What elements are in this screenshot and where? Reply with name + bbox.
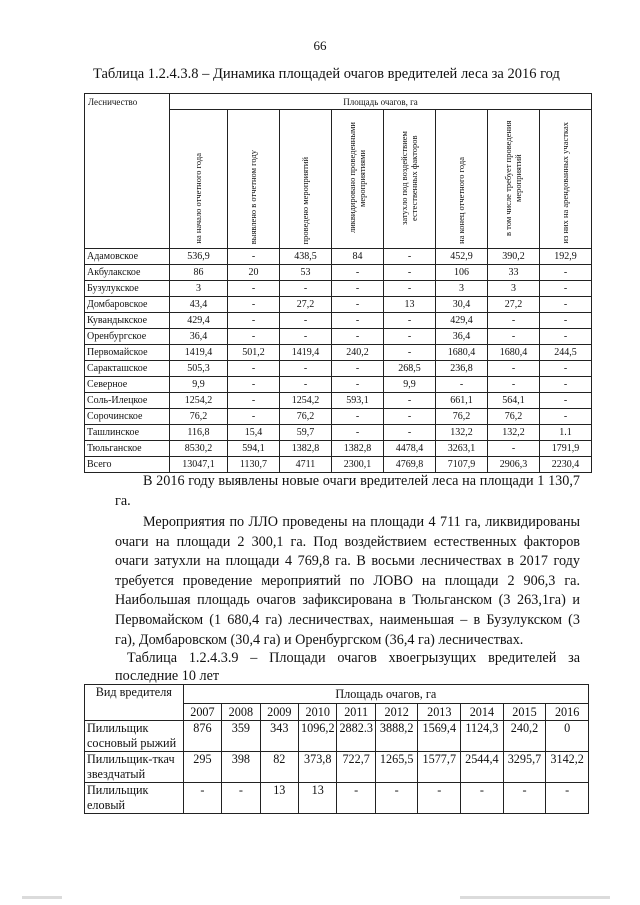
area-value-cell: 1419,4	[280, 345, 332, 361]
area-value-cell: 390,2	[488, 249, 540, 265]
area-value-cell: 594,1	[228, 441, 280, 457]
area-value-cell: 132,2	[436, 425, 488, 441]
area-value-cell: 1265,5	[375, 752, 418, 783]
table-row	[85, 783, 589, 814]
area-value-cell: 3888,2	[375, 721, 418, 752]
area-value-cell: 1419,4	[170, 345, 228, 361]
area-value-cell: -	[228, 297, 280, 313]
area-value-cell: -	[384, 265, 436, 281]
area-value-cell: 9,9	[384, 377, 436, 393]
area-value-cell: -	[384, 425, 436, 441]
area-value-cell: -	[540, 297, 592, 313]
table-row	[85, 297, 592, 313]
area-value-cell: 82	[260, 752, 298, 783]
year-header: 2012	[375, 704, 418, 721]
table1-caption: Таблица 1.2.4.3.8 – Динамика площадей очагов вредителей леса за 2016 год	[93, 66, 560, 82]
forestry-name-cell: Первомайское	[85, 345, 170, 361]
area-value-cell: -	[488, 329, 540, 345]
area-value-cell: 13	[384, 297, 436, 313]
area-value-cell: 240,2	[332, 345, 384, 361]
table-row	[85, 425, 592, 441]
year-header: 2009	[260, 704, 298, 721]
area-value-cell: 9,9	[170, 377, 228, 393]
col-header-area: Площадь очагов, га	[170, 94, 592, 110]
area-value-cell: 1569,4	[418, 721, 461, 752]
area-value-cell: 76,2	[280, 409, 332, 425]
year-header: 2011	[337, 704, 375, 721]
area-value-cell: 295	[183, 752, 221, 783]
area-value-cell: 106	[436, 265, 488, 281]
forestry-name-cell: Акбулакское	[85, 265, 170, 281]
area-value-cell: 501,2	[228, 345, 280, 361]
area-value-cell: -	[384, 313, 436, 329]
pest-name-cell: Пилильщик-ткач звездчатый	[85, 752, 184, 783]
table2-caption: Таблица 1.2.4.3.9 – Площади очагов хвоегрызущих вредителей за последние 10 лет	[115, 650, 580, 684]
area-value-cell: -	[540, 281, 592, 297]
area-value-cell: -	[384, 281, 436, 297]
area-value-cell: -	[503, 783, 546, 814]
area-value-cell: 27,2	[488, 297, 540, 313]
area-value-cell: 1096,2	[299, 721, 337, 752]
area-value-cell: 86	[170, 265, 228, 281]
year-header: 2010	[299, 704, 337, 721]
area-value-cell: -	[222, 783, 260, 814]
area-value-cell: 76,2	[436, 409, 488, 425]
table-row	[85, 721, 589, 752]
area-value-cell: -	[418, 783, 461, 814]
area-value-cell: -	[337, 783, 375, 814]
area-value-cell: 15,4	[228, 425, 280, 441]
area-value-cell: 4478,4	[384, 441, 436, 457]
year-header: 2013	[418, 704, 461, 721]
area-value-cell: 1124,3	[461, 721, 504, 752]
col-header: в том числе требует проведения мероприятий	[488, 110, 540, 249]
area-value-cell: -	[540, 377, 592, 393]
area-value-cell: 3	[170, 281, 228, 297]
area-value-cell: -	[228, 409, 280, 425]
forestry-name-cell: Ташлинское	[85, 425, 170, 441]
area-value-cell: -	[540, 265, 592, 281]
area-value-cell: 30,4	[436, 297, 488, 313]
area-value-cell: 13	[299, 783, 337, 814]
area-value-cell: -	[488, 441, 540, 457]
forestry-name-cell: Северное	[85, 377, 170, 393]
area-value-cell: 20	[228, 265, 280, 281]
forestry-name-cell: Кувандыкское	[85, 313, 170, 329]
area-value-cell: 1382,8	[280, 441, 332, 457]
area-value-cell: -	[228, 249, 280, 265]
area-value-cell: -	[546, 783, 589, 814]
area-value-cell: 84	[332, 249, 384, 265]
year-header: 2014	[461, 704, 504, 721]
area-value-cell: 876	[183, 721, 221, 752]
area-value-cell: 1382,8	[332, 441, 384, 457]
area-value-cell: 398	[222, 752, 260, 783]
area-value-cell: -	[540, 361, 592, 377]
area-value-cell: 3	[488, 281, 540, 297]
needle-eating-pests-table	[84, 684, 589, 814]
area-value-cell: 2544,4	[461, 752, 504, 783]
forestry-name-cell: Тюльганское	[85, 441, 170, 457]
forestry-name-cell: Оренбургское	[85, 329, 170, 345]
area-value-cell: 59,7	[280, 425, 332, 441]
area-value-cell: -	[228, 393, 280, 409]
table-row	[85, 441, 592, 457]
area-value-cell: 33	[488, 265, 540, 281]
area-value-cell: 13	[260, 783, 298, 814]
forestry-name-cell: Всего	[85, 457, 170, 473]
area-value-cell: 373,8	[299, 752, 337, 783]
area-value-cell: -	[280, 377, 332, 393]
table-row	[85, 329, 592, 345]
col-header: затухло под воздействием естественных факторов	[384, 110, 436, 249]
table-row	[85, 377, 592, 393]
table2-body	[85, 721, 589, 814]
area-value-cell: 116,8	[170, 425, 228, 441]
area-value-cell: 240,2	[503, 721, 546, 752]
col-header-forestry: Лесничество	[85, 94, 170, 249]
forestry-name-cell: Саракташское	[85, 361, 170, 377]
area-value-cell: 7107,9	[436, 457, 488, 473]
area-value-cell: -	[332, 425, 384, 441]
forestry-name-cell: Сорочинское	[85, 409, 170, 425]
area-value-cell: -	[280, 313, 332, 329]
area-value-cell: -	[280, 361, 332, 377]
area-value-cell: 359	[222, 721, 260, 752]
area-value-cell: -	[540, 313, 592, 329]
table-row	[85, 249, 592, 265]
area-value-cell: -	[540, 329, 592, 345]
page-number: 66	[313, 38, 327, 53]
table-row	[85, 393, 592, 409]
area-value-cell: -	[540, 393, 592, 409]
scan-artifact	[460, 896, 610, 899]
area-value-cell: -	[436, 377, 488, 393]
area-value-cell: 36,4	[436, 329, 488, 345]
area-value-cell: 452,9	[436, 249, 488, 265]
table-row	[85, 457, 592, 473]
forestry-name-cell: Адамовское	[85, 249, 170, 265]
area-value-cell: 36,4	[170, 329, 228, 345]
area-value-cell: 3	[436, 281, 488, 297]
area-value-cell: 2230,4	[540, 457, 592, 473]
area-value-cell: 43,4	[170, 297, 228, 313]
area-value-cell: -	[280, 329, 332, 345]
area-value-cell: 2300,1	[332, 457, 384, 473]
area-value-cell: -	[384, 249, 436, 265]
area-value-cell: -	[228, 313, 280, 329]
area-value-cell: -	[332, 409, 384, 425]
area-value-cell: -	[332, 313, 384, 329]
area-value-cell: -	[228, 377, 280, 393]
forestry-name-cell: Домбаровское	[85, 297, 170, 313]
area-value-cell: 0	[546, 721, 589, 752]
area-value-cell: 564,1	[488, 393, 540, 409]
area-value-cell: 192,9	[540, 249, 592, 265]
area-value-cell: -	[488, 377, 540, 393]
table-row	[85, 361, 592, 377]
area-value-cell: 343	[260, 721, 298, 752]
forest-pest-dynamics-table	[84, 93, 592, 473]
area-value-cell: 4769,8	[384, 457, 436, 473]
area-value-cell: 132,2	[488, 425, 540, 441]
area-value-cell: 661,1	[436, 393, 488, 409]
col-header-area: Площадь очагов, га	[183, 685, 588, 704]
area-value-cell: -	[228, 281, 280, 297]
forestry-name-cell: Бузулукское	[85, 281, 170, 297]
year-header: 2008	[222, 704, 260, 721]
area-value-cell: 268,5	[384, 361, 436, 377]
area-value-cell: -	[375, 783, 418, 814]
col-header: выявлено в отчетном году	[228, 110, 280, 249]
area-value-cell: 53	[280, 265, 332, 281]
area-value-cell: 13047,1	[170, 457, 228, 473]
area-value-cell: -	[228, 361, 280, 377]
area-value-cell: 8530,2	[170, 441, 228, 457]
col-header: на конец отчетного года	[436, 110, 488, 249]
area-value-cell: 3295,7	[503, 752, 546, 783]
pest-name-cell: Пилильщик сосновый рыжий	[85, 721, 184, 752]
table-row	[85, 281, 592, 297]
area-value-cell: 1130,7	[228, 457, 280, 473]
area-value-cell: -	[332, 377, 384, 393]
area-value-cell: 2906,3	[488, 457, 540, 473]
area-value-cell: 244,5	[540, 345, 592, 361]
area-value-cell: 27,2	[280, 297, 332, 313]
paragraph-new-foci: В 2016 году выявлены новые очаги вредителей леса на площади 1 130,7 га.	[115, 473, 580, 509]
area-value-cell: -	[228, 329, 280, 345]
area-value-cell: 429,4	[170, 313, 228, 329]
area-value-cell: -	[488, 361, 540, 377]
year-header: 2007	[183, 704, 221, 721]
area-value-cell: 1254,2	[170, 393, 228, 409]
area-value-cell: -	[332, 297, 384, 313]
area-value-cell: -	[332, 361, 384, 377]
area-value-cell: -	[280, 281, 332, 297]
area-value-cell: 1577,7	[418, 752, 461, 783]
area-value-cell: 536,9	[170, 249, 228, 265]
area-value-cell: 1680,4	[488, 345, 540, 361]
area-value-cell: -	[488, 313, 540, 329]
area-value-cell: -	[461, 783, 504, 814]
year-header: 2015	[503, 704, 546, 721]
area-value-cell: -	[384, 345, 436, 361]
area-value-cell: -	[332, 265, 384, 281]
table-row	[85, 345, 592, 361]
area-value-cell: -	[332, 281, 384, 297]
table-row	[85, 313, 592, 329]
area-value-cell: 1791,9	[540, 441, 592, 457]
table-row	[85, 265, 592, 281]
area-value-cell: 2882.3	[337, 721, 375, 752]
col-header: из них на арендованных участках	[540, 110, 592, 249]
area-value-cell: 1.1	[540, 425, 592, 441]
col-header: на начало отчетного года	[170, 110, 228, 249]
year-header: 2016	[546, 704, 589, 721]
table-row	[85, 752, 589, 783]
area-value-cell: -	[384, 409, 436, 425]
area-value-cell: 438,5	[280, 249, 332, 265]
area-value-cell: 1254,2	[280, 393, 332, 409]
area-value-cell: -	[540, 409, 592, 425]
area-value-cell: 505,3	[170, 361, 228, 377]
area-value-cell: 722,7	[337, 752, 375, 783]
col-header: ликвидировано проведенными мероприятиями	[332, 110, 384, 249]
area-value-cell: 236,8	[436, 361, 488, 377]
area-value-cell: 1680,4	[436, 345, 488, 361]
table1-body	[85, 249, 592, 473]
col-header: проведено мероприятий	[280, 110, 332, 249]
scan-artifact	[22, 896, 62, 899]
area-value-cell: 3142,2	[546, 752, 589, 783]
area-value-cell: 76,2	[170, 409, 228, 425]
area-value-cell: 429,4	[436, 313, 488, 329]
area-value-cell: 593,1	[332, 393, 384, 409]
area-value-cell: 3263,1	[436, 441, 488, 457]
area-value-cell: -	[332, 329, 384, 345]
area-value-cell: -	[183, 783, 221, 814]
area-value-cell: -	[384, 393, 436, 409]
table-row	[85, 409, 592, 425]
forestry-name-cell: Соль-Илецкое	[85, 393, 170, 409]
area-value-cell: -	[384, 329, 436, 345]
col-header-pest: Вид вредителя	[85, 685, 184, 721]
paragraph-measures: Мероприятия по ЛЛО проведены на площади 4 711 га, ликвидированы очаги на площади 2 300,1 га. Под воздействием естественных факторов очаги затухли на площади 4 769,8 га. В восьми лесничествах в 2017 году требуется проведение мероприятий по ЛОВО на площади 2 906,3 га. Наибольшая площадь очагов зафиксирована в Тюльганском (3 263,1га) и Первомайском (1 680,4 га) лесничествах, наименьшая – в Бузулукском (3 га), Домбаровском (30,4 га) и Оренбургском (36,4 га) лесничествах.	[115, 514, 580, 648]
pest-name-cell: Пилильщик еловый	[85, 783, 184, 814]
area-value-cell: 76,2	[488, 409, 540, 425]
area-value-cell: 4711	[280, 457, 332, 473]
